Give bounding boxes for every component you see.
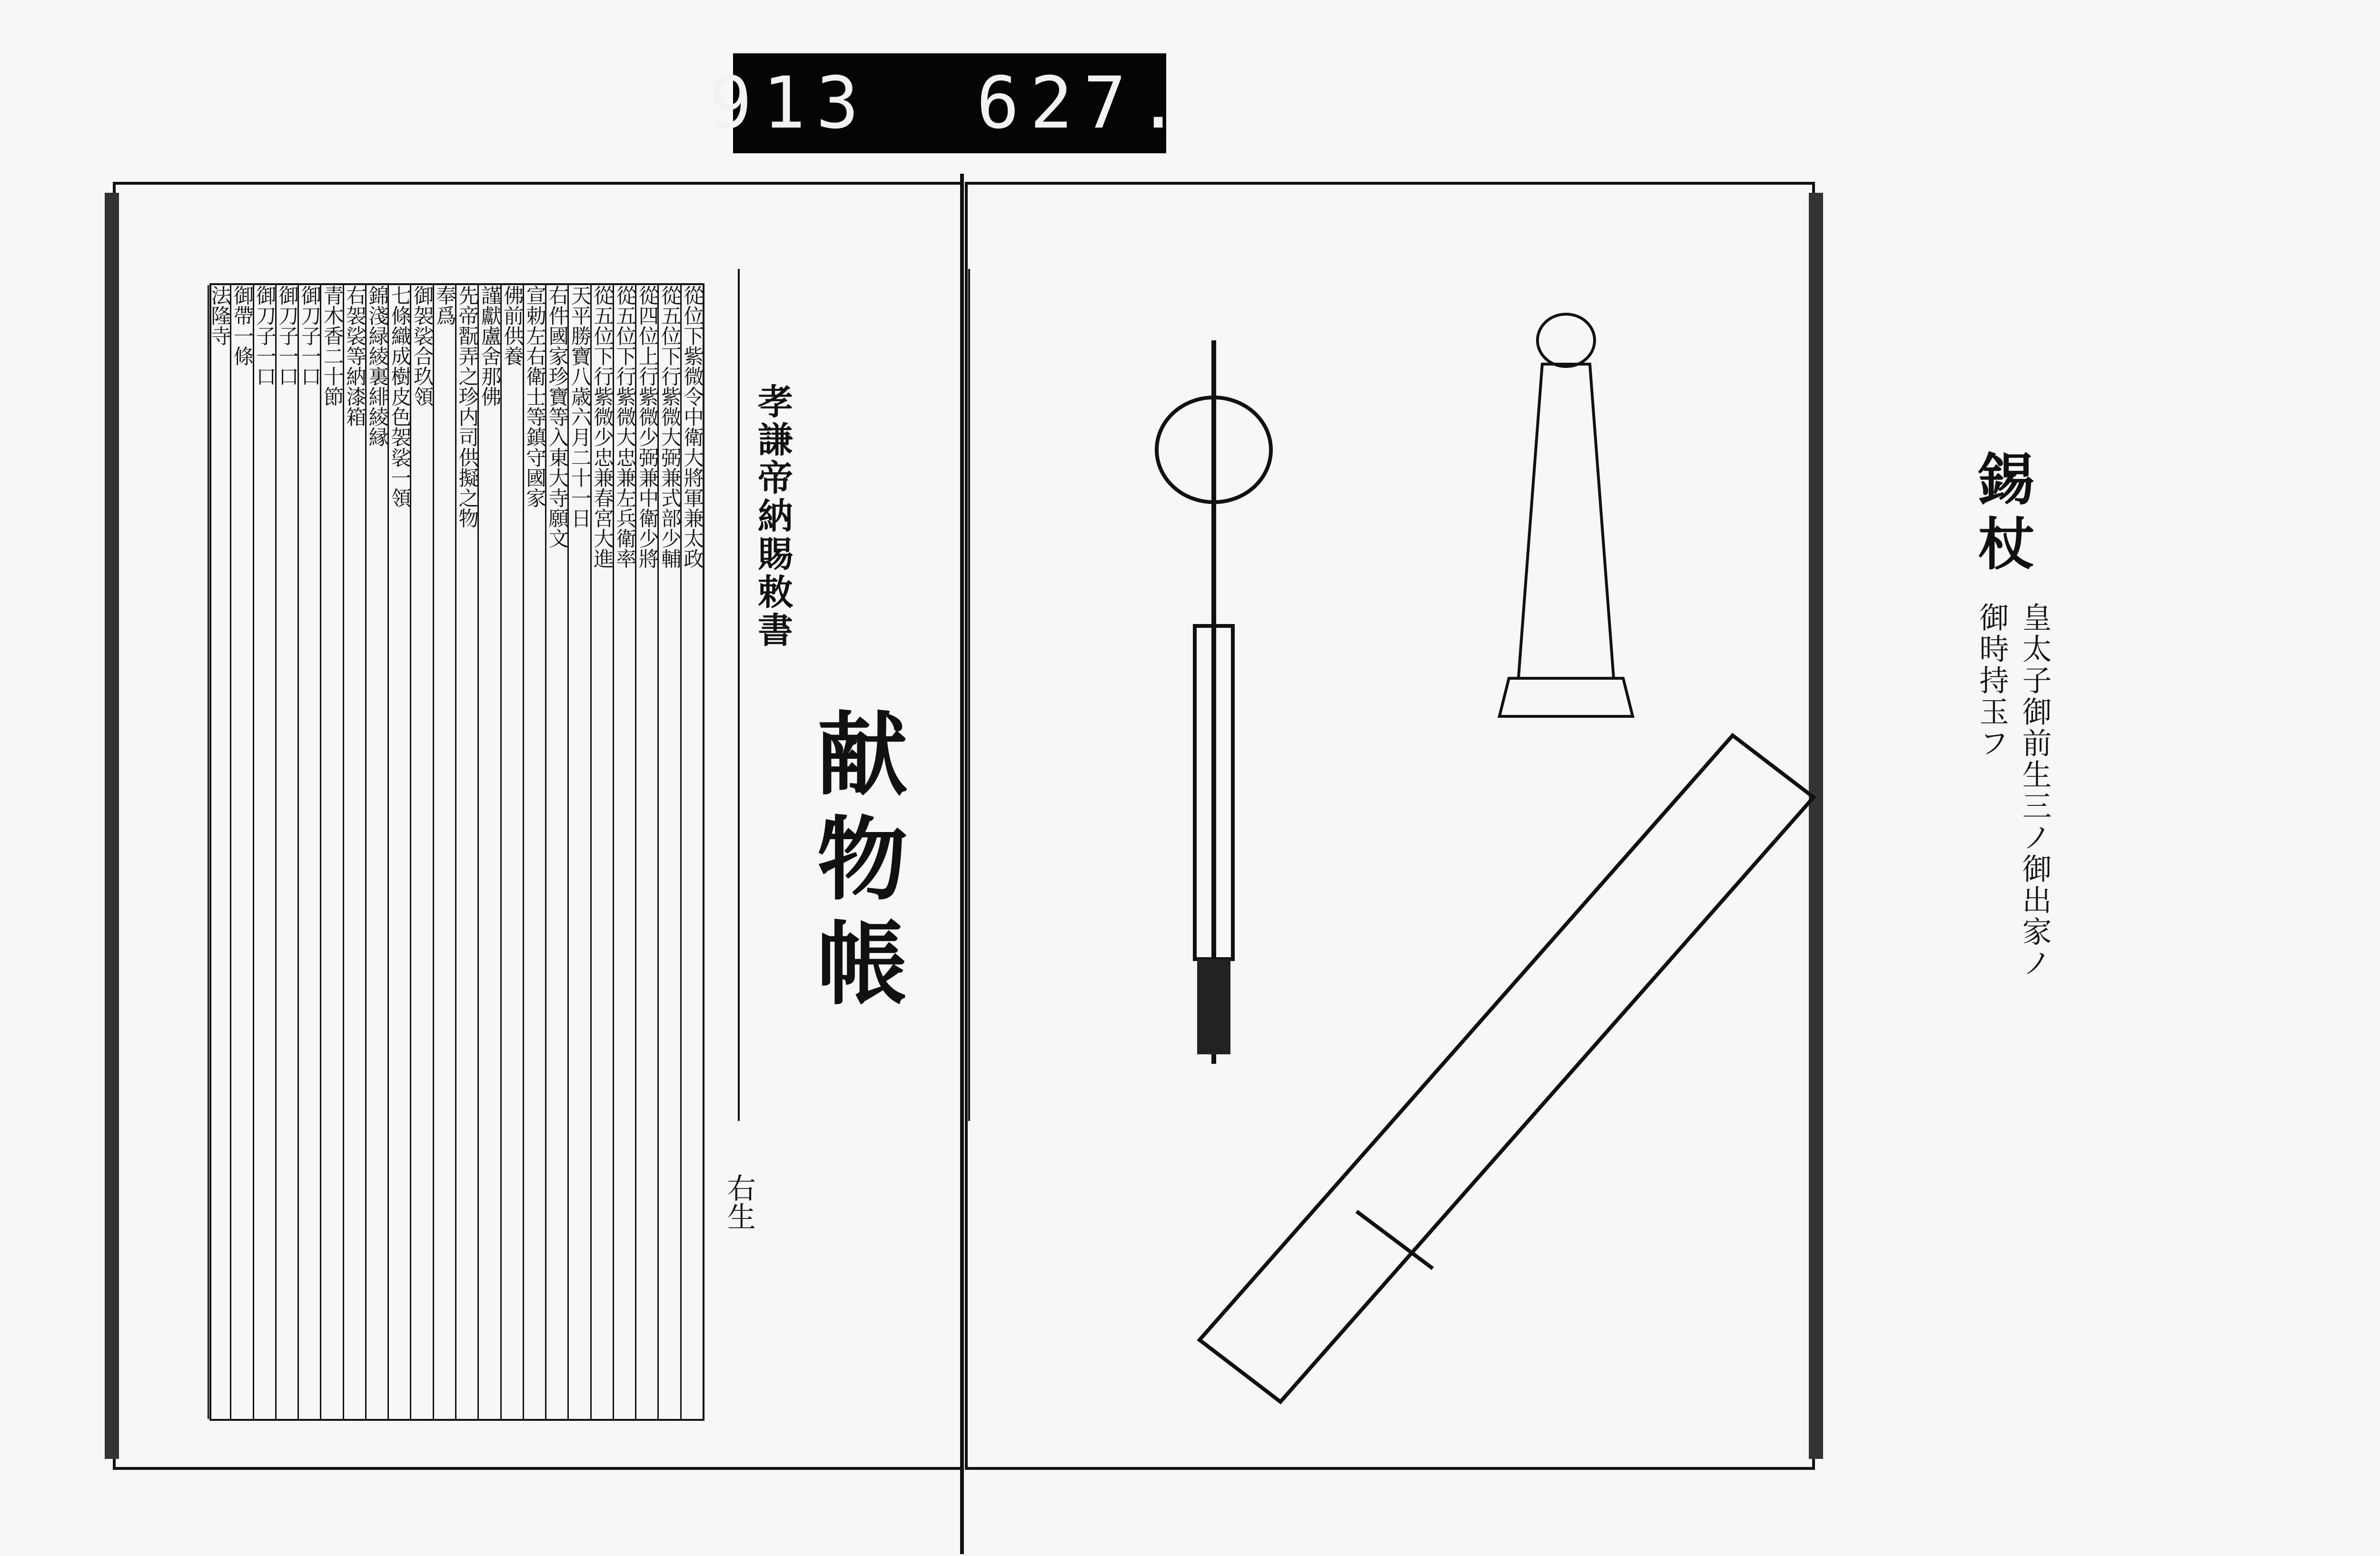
inventory-column: 謹獻盧舍那佛 — [477, 285, 500, 1419]
inventory-column: 宣勅左右衛士等鎮守國家 — [523, 285, 545, 1419]
inventory-column: 從位下紫微令中衛大將軍兼太政 — [680, 285, 703, 1419]
inscription-tail: 右生 — [723, 1173, 756, 1230]
inventory-column: 右袈裟等納漆箱 — [343, 285, 365, 1419]
left-page — [133, 183, 962, 1468]
inventory-column: 先帝翫弄之珍内司供擬之物 — [455, 285, 477, 1419]
open-book — [105, 174, 2052, 1478]
inventory-column: 天平勝寶八歳六月二十一日 — [567, 285, 590, 1419]
inventory-column: 從五位下行紫微大弼兼式部少輔 — [657, 285, 680, 1419]
inventory-column: 御刀子一口 — [275, 285, 298, 1419]
staff-note-2: 御時持玉フ — [1974, 602, 2009, 759]
quiver-illustration — [1100, 735, 1842, 1411]
inventory-column: 從五位下行紫微大忠兼左兵衛率 — [613, 285, 635, 1419]
inventory-column: 七條織成樹皮色袈裟一領 — [387, 285, 410, 1419]
statue-illustration — [1490, 307, 1642, 735]
inventory-column: 奉爲 — [433, 285, 455, 1419]
inventory-column: 錦淺緑綾裏緋綾縁 — [365, 285, 387, 1419]
archive-number-label — [709, 53, 1190, 153]
right-page — [966, 183, 2052, 1468]
staff-title: 錫杖 — [1969, 450, 2035, 579]
inventory-column: 御帶一條 — [230, 285, 252, 1419]
staff-note-1: 皇太子御前生三ノ御出家ノ — [2017, 602, 2052, 979]
inventory-table — [209, 283, 704, 1421]
archive-number-text: 913 627. — [709, 62, 1190, 145]
inventory-column: 御刀子一口 — [298, 285, 320, 1419]
inventory-column: 御刀子一口 — [253, 285, 275, 1419]
inventory-column: 青木香二十節 — [320, 285, 342, 1419]
inventory-column: 法隆寺 — [208, 285, 230, 1419]
inventory-column: 右件國家珍寶等入東大寺願文 — [545, 285, 567, 1419]
inventory-column: 從五位下行紫微少忠兼春宮大進 — [590, 285, 613, 1419]
inventory-column: 佛前供養 — [500, 285, 523, 1419]
inscription-title: 孝謙帝納賜敕書 — [752, 383, 793, 650]
cover-title: 献物帳 — [802, 707, 908, 1021]
inventory-column: 從四位上行紫微少弼兼中衛少將 — [635, 285, 657, 1419]
inventory-column: 御袈裟合玖領 — [410, 285, 432, 1419]
